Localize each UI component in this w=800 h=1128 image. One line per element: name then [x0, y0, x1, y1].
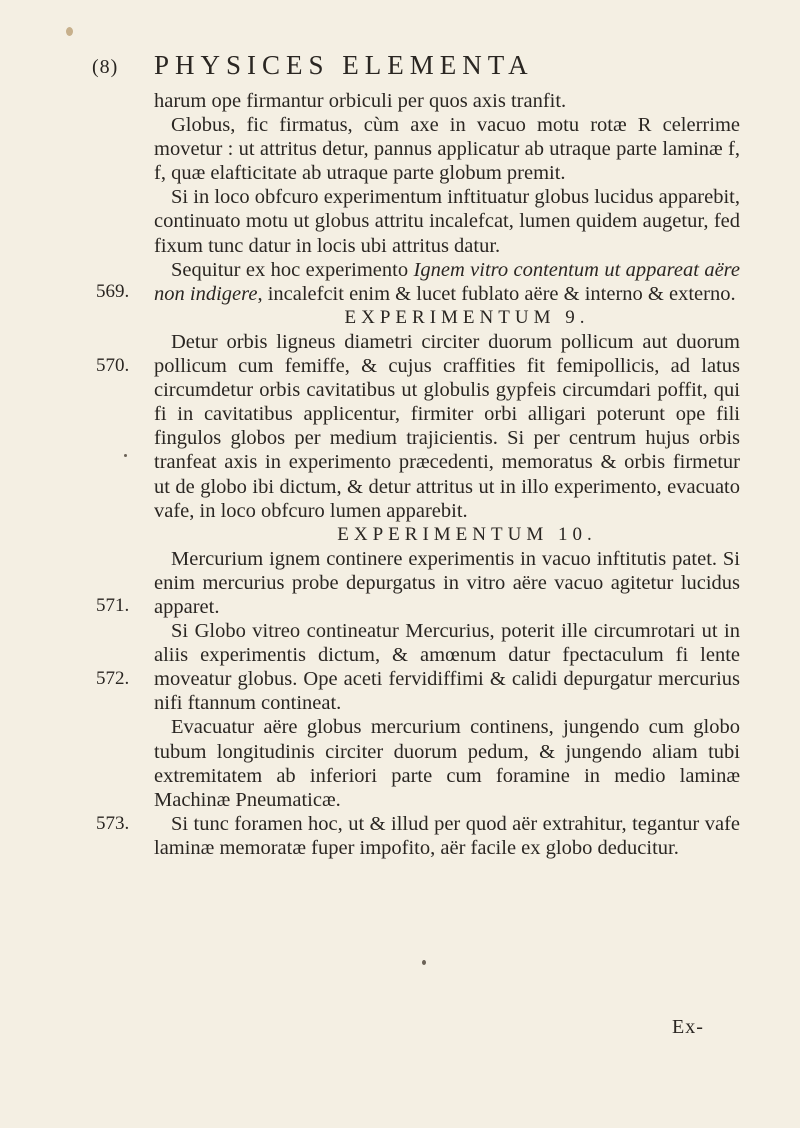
running-head: PHYSICES ELEMENTA [154, 50, 534, 80]
ink-speck [422, 960, 426, 965]
experiment-10-heading: EXPERIMENTUM 10. [337, 523, 597, 545]
paragraph-3: Si in loco obfcuro experimentum inftituatur globus lucidus apparebit, continuato motu ut globus attritu incalefcat, lumen quidem augetur, fed fixum tunc datur in locis ubi attritus datur. [154, 186, 740, 257]
catchword: Ex- [672, 1016, 704, 1038]
ink-speck [124, 454, 127, 457]
paragraph-7: Si Globo vitreo contineatur Mercurius, poterit ille circumrotari ut in aliis experimentis dictum, & amœnum datur fpectaculum fi lente moveatur globus. Ope aceti fervidiffimi & calidi depurgatur mercurius nifi ftannum contineat. [154, 620, 740, 715]
paragraph-2: Globus, fic firmatus, cùm axe in vacuo motu rotæ R celerrime movetur : ut attritus detur, pannus applicatur ab utraque parte laminæ f, f, quæ elafticitate ab utraque parte globum premit. [154, 114, 740, 185]
experiment-9-heading: EXPERIMENTUM 9. [344, 306, 590, 328]
body-text [154, 89, 740, 860]
paragraph-4-start: Sequitur ex hoc experimento [171, 258, 414, 281]
paragraph-5: Detur orbis ligneus diametri circiter duorum pollicum aut duorum pollicum cum femiffe, & cujus craffities fit femipollicis, ad latus circumdetur orbis cavitatibus ut globulis gypfeis circumdari poffit, qui fi in cavitatibus applicentur, firmiter orbi alligari poterunt ope fili fingulos globos per medium trajicientis. Si per centrum hujus orbis tranfeat axis in experimento præcedenti, memoratus & orbis firmetur ut de globo ibi dictum, & detur attritus ut in illo experimento, evacuato vafe, in loco obfcuro lumen apparebit. [154, 330, 740, 522]
margin-note-572: 572. [96, 668, 130, 689]
paragraph-9: Si tunc foramen hoc, ut & illud per quod aër extrahitur, tegantur vafe laminæ memoratæ fuper impofito, aër facile ex globo deducitur. [154, 812, 740, 859]
margin-note-573: 573. [96, 813, 130, 834]
paragraph-4-italic: Ignem vitro contentum ut appareat aëre non indigere [154, 258, 740, 305]
margin-note-571: 571. [96, 595, 130, 616]
paragraph-6: Mercurium ignem continere experimentis in vacuo inftitutis patet. Si enim mercurius probe depurgatus in vitro aëre vacuo agitetur lucidus apparet. [154, 547, 740, 618]
paragraph-8: Evacuatur aëre globus mercurium continens, jungendo cum globo tubum longitudinis circiter duorum pedum, & jungendo aliam tubi extremitatem ab inferiori parte cum foramine in medio laminæ Machinæ Pneumaticæ. [154, 716, 740, 811]
page-header [92, 50, 712, 86]
page-number: (8) [92, 56, 119, 78]
paragraph-4 [154, 258, 740, 306]
margin-note-569: 569. [96, 281, 130, 302]
paragraph-4-end: , incalefcit enim & lucet fublato aëre & interno & externo. [257, 282, 736, 305]
paragraph-1: harum ope firmantur orbiculi per quos axis tranfit. [154, 90, 567, 112]
paper-stain [66, 27, 73, 36]
margin-note-570: 570. [96, 355, 130, 376]
